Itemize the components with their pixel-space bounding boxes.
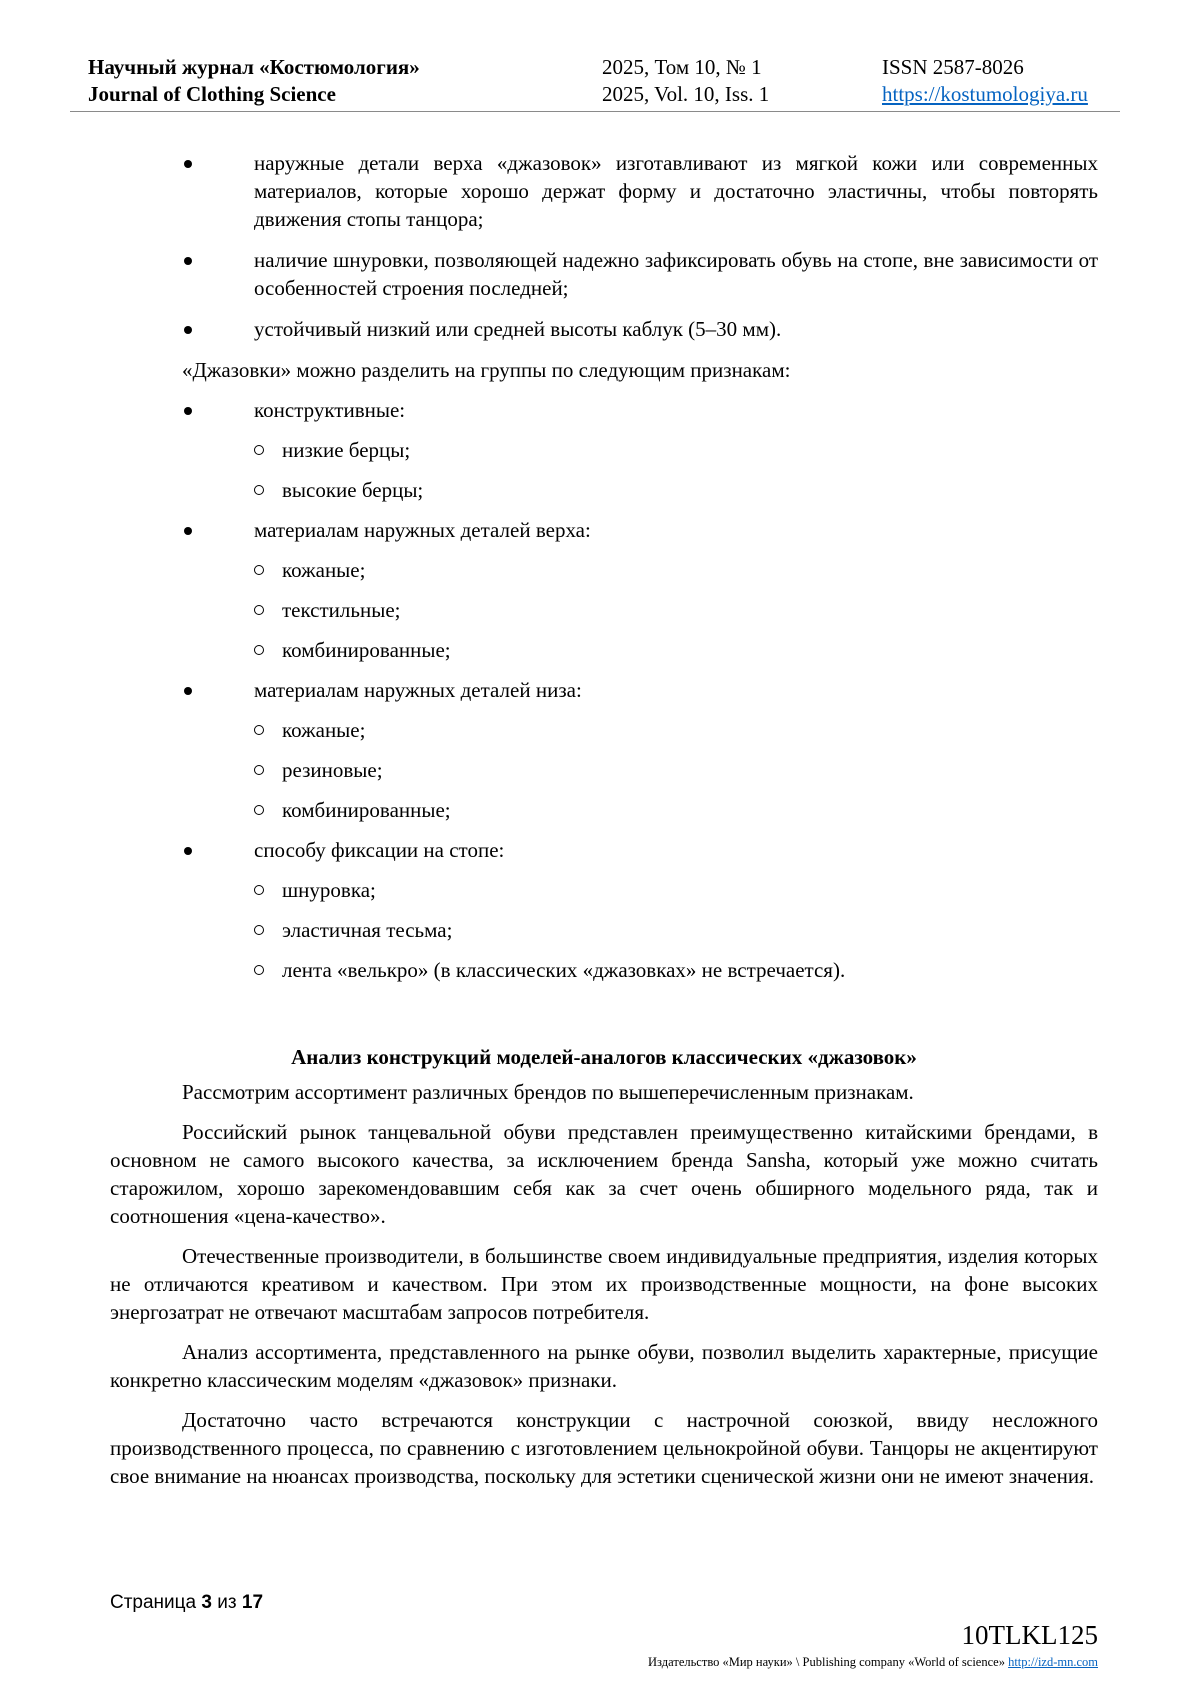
intro-bullet: устойчивый низкий или средней высоты каблук (5–30 мм). bbox=[110, 315, 1098, 343]
circle-bullet-icon bbox=[254, 805, 264, 815]
classification-list bbox=[110, 396, 1098, 996]
circle-bullet-icon bbox=[254, 925, 264, 935]
group-subitem: высокие берцы; bbox=[110, 476, 1098, 516]
circle-bullet-icon bbox=[254, 605, 264, 615]
section-heading: Анализ конструкций моделей-аналогов классических «джазовок» bbox=[291, 1045, 917, 1069]
paragraph: Отечественные производители, в большинстве своем индивидуальные предприятия, изделия которых не отличаются креативом и качеством. При этом их производственные мощности, на фоне высоких энергозатрат не отвечают масштабам запросов потребителя. bbox=[110, 1244, 1098, 1324]
bullet-dot-icon bbox=[184, 160, 192, 168]
bullet-dot-icon bbox=[184, 257, 192, 265]
page-body bbox=[110, 149, 1098, 1502]
circle-bullet-icon bbox=[254, 485, 264, 495]
group-label: материалам наружных деталей низа: bbox=[110, 676, 1098, 716]
group-subitem: кожаные; bbox=[110, 556, 1098, 596]
circle-bullet-icon bbox=[254, 725, 264, 735]
header-issue-info bbox=[602, 54, 769, 108]
group-subitem: резиновые; bbox=[110, 756, 1098, 796]
bullet-dot-icon bbox=[184, 847, 192, 855]
issue-en: 2025, Vol. 10, Iss. 1 bbox=[602, 82, 770, 106]
bullet-dot-icon bbox=[184, 326, 192, 334]
group-subitem: эластичная тесьма; bbox=[110, 916, 1098, 956]
journal-name-en: Journal of Clothing Science bbox=[88, 82, 336, 106]
group-label: способу фиксации на стопе: bbox=[110, 836, 1098, 876]
journal-name-ru: Научный журнал «Костюмология» bbox=[88, 55, 420, 79]
group-subitem: текстильные; bbox=[110, 596, 1098, 636]
paragraph: Достаточно часто встречаются конструкции с настрочной союзкой, ввиду несложного производственного процесса, по сравнению с изготовлением цельнокройной обуви. Танцоры не акцентируют свое внимание на нюансах производства, поскольку для эстетики сценической жизни они не имеют значения. bbox=[110, 1408, 1098, 1488]
group-subitem: комбинированные; bbox=[110, 636, 1098, 676]
bullet-dot-icon bbox=[184, 687, 192, 695]
group-subitem: низкие берцы; bbox=[110, 436, 1098, 476]
paragraph: Анализ ассортимента, представленного на рынке обуви, позволил выделить характерные, присущие конкретно классическим моделям «джазовок» признаки. bbox=[110, 1340, 1098, 1392]
circle-bullet-icon bbox=[254, 965, 264, 975]
page-number: Страница 3 из 17 bbox=[110, 1592, 264, 1613]
issn: ISSN 2587-8026 bbox=[882, 55, 1024, 79]
circle-bullet-icon bbox=[254, 645, 264, 655]
circle-bullet-icon bbox=[254, 765, 264, 775]
publisher-line: Издательство «Мир науки» \ Publishing company «World of science» http://izd-mn.com bbox=[648, 1655, 1098, 1669]
group-subitem: лента «велькро» (в классических «джазовках» не встречается). bbox=[110, 956, 1098, 996]
intro-bullet: наружные детали верха «джазовок» изготавливают из мягкой кожи или современных материалов, которые хорошо держат форму и достаточно эластичны, чтобы повторять движения стопы танцора; bbox=[110, 149, 1098, 233]
bullet-dot-icon bbox=[184, 407, 192, 415]
article-code: 10TLKL125 bbox=[961, 1620, 1098, 1650]
group-subitem: кожаные; bbox=[110, 716, 1098, 756]
bullet-dot-icon bbox=[184, 527, 192, 535]
paragraph: Рассмотрим ассортимент различных брендов по вышеперечисленным признакам. bbox=[182, 1080, 914, 1104]
circle-bullet-icon bbox=[254, 565, 264, 575]
group-subitem: комбинированные; bbox=[110, 796, 1098, 836]
group-label: конструктивные: bbox=[110, 396, 1098, 436]
paragraph: Российский рынок танцевальной обуви представлен преимущественно китайскими брендами, в основном не самого высокого качества, за исключением бренда Sansha, который уже можно считать старожилом, хорошо зарекомендовавшим себя как за счет очень обширного модельного ряда, так и соотношения «цена-качество». bbox=[110, 1120, 1098, 1228]
circle-bullet-icon bbox=[254, 885, 264, 895]
header-issn-block bbox=[882, 54, 1088, 108]
group-subitem: шнуровка; bbox=[110, 876, 1098, 916]
header-divider bbox=[70, 111, 1120, 112]
issue-ru: 2025, Том 10, № 1 bbox=[602, 55, 762, 79]
group-label: материалам наружных деталей верха: bbox=[110, 516, 1098, 556]
groups-intro: «Джазовки» можно разделить на группы по следующим признакам: bbox=[182, 358, 791, 382]
publisher-link[interactable]: http://izd-mn.com bbox=[1008, 1655, 1098, 1669]
header-journal-title bbox=[88, 54, 420, 108]
journal-website-link[interactable]: https://kostumologiya.ru bbox=[882, 82, 1088, 106]
circle-bullet-icon bbox=[254, 445, 264, 455]
intro-bullet: наличие шнуровки, позволяющей надежно зафиксировать обувь на стопе, вне зависимости от особенностей строения последней; bbox=[110, 246, 1098, 302]
